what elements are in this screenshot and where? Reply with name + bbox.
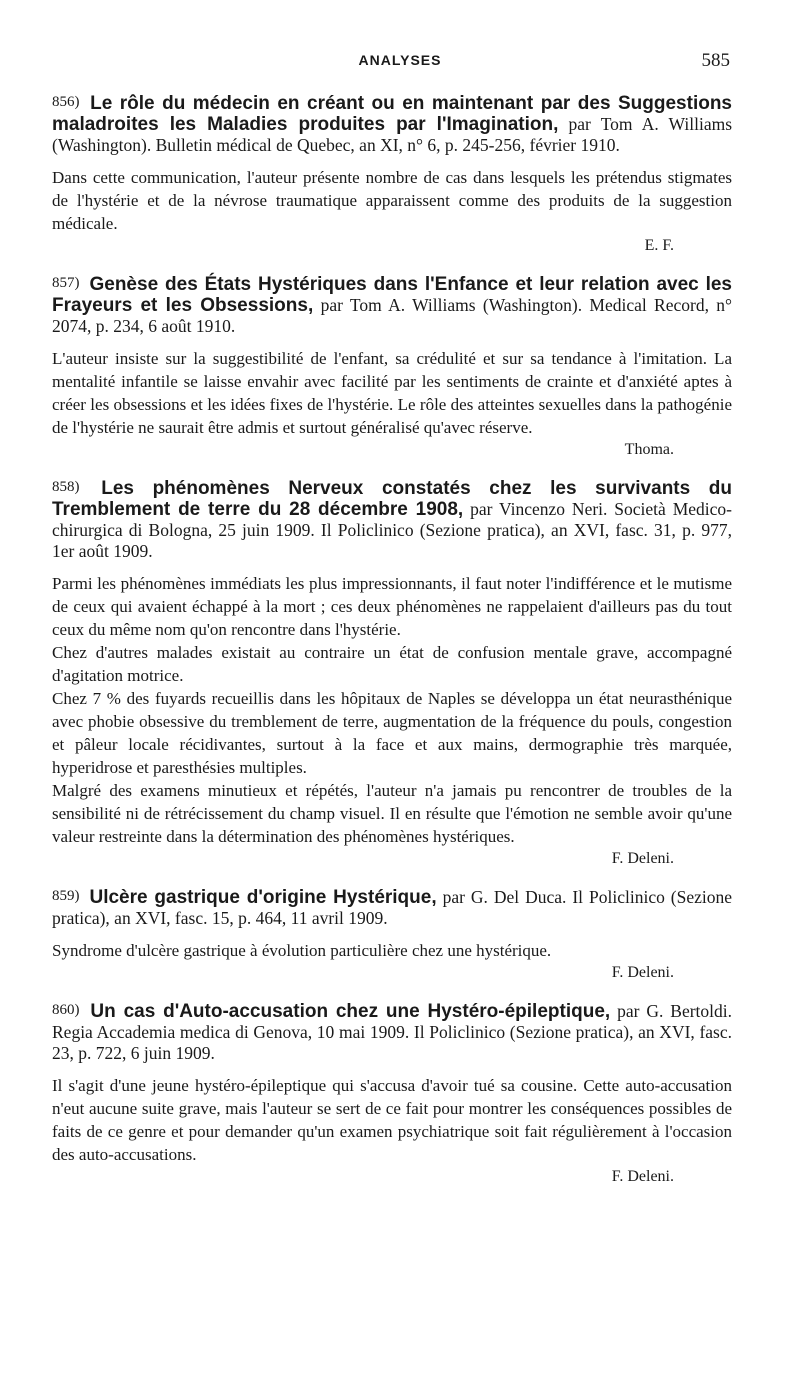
entry-signature: F. Deleni. xyxy=(611,964,674,981)
entry-title: Genèse des États Hystériques dans l'Enfance et leur relation avec les Frayeurs et les Obsessions, xyxy=(52,274,733,316)
entry-title: Le rôle du médecin en créant ou en maintenant par des Suggestions maladroites les Maladies produites par l'Imagination, xyxy=(52,93,733,135)
entry-paragraph: Syndrome d'ulcère gastrique à évolution particulière chez une hystérique. xyxy=(52,941,552,960)
entry-number: 857) xyxy=(52,275,80,291)
entry-citation: par G. Bertoldi. Regia Accademia medica di Genova, 10 mai 1909. Il Policlinico (Sezione pratica), an XVI, fasc. 23, p. 722, 6 juin 1909. xyxy=(52,1001,733,1063)
entry-heading xyxy=(52,477,732,562)
entry-heading xyxy=(52,273,732,337)
entry-title: Un cas d'Auto-accusation chez une Hystéro-épileptique, xyxy=(90,1001,611,1022)
entry-heading xyxy=(52,886,732,929)
entry-citation: par Tom A. Williams (Washington). Medical Record, n° 2074, p. 234, 6 août 1910. xyxy=(52,295,733,336)
entry-858 xyxy=(52,477,732,870)
entry-title: Ulcère gastrique d'origine Hystérique, xyxy=(89,887,437,908)
entry-number: 858) xyxy=(52,479,80,495)
entry-857 xyxy=(52,273,732,461)
entry-paragraph: L'auteur insiste sur la suggestibilité de l'enfant, sa crédulité et sur sa tendance à l'imitation. La mentalité infantile se laisse envahir avec facilité par les sentiments de crainte et d'anxiété aptes à créer les obsessions et les idées fixes de l'hystérie. Le rôle des atteintes sexuelles dans la pathogénie de l'hystérie ne saurait être admis et surtout généralisé qu'avec réserve. xyxy=(52,349,732,437)
entry-signature: F. Deleni. xyxy=(611,1168,674,1185)
entry-paragraph: Chez d'autres malades existait au contraire un état de confusion mentale grave, accompagné d'agitation motrice. xyxy=(52,643,732,685)
entry-citation: par Tom A. Williams (Washington). Bulletin médical de Quebec, an XI, n° 6, p. 245-256, février 1910. xyxy=(52,114,733,155)
entry-citation: par G. Del Duca. Il Policlinico (Sezione pratica), an XVI, fasc. 15, p. 464, 11 avril 1909. xyxy=(52,887,733,928)
entry-paragraph: Chez 7 % des fuyards recueillis dans les hôpitaux de Naples se développa un état neurasthénique avec phobie obsessive du tremblement de terre, augmentation de la fréquence du pouls, congestion et pâleur locale récidivantes, surtout à la face et aux mains, dermographie très marquée, hyperidrose et paresthésies multiples. xyxy=(52,689,732,777)
entry-number: 860) xyxy=(52,1002,80,1018)
entry-heading xyxy=(52,92,732,156)
page-number: 585 xyxy=(701,50,730,71)
entry-paragraph: Dans cette communication, l'auteur présente nombre de cas dans lesquels les prétendus stigmates de l'hystérie et de la névrose traumatique apparaissent comme des produits de la suggestion médicale. xyxy=(52,168,732,233)
entry-paragraph: Malgré des examens minutieux et répétés, l'auteur n'a jamais pu rencontrer de troubles de la sensibilité ni de rétrécissement du champ visuel. Il en résulte que l'émotion ne semble avoir qu'une valeur restreinte dans la détermination des phénomènes hystériques. xyxy=(52,781,732,846)
entry-856 xyxy=(52,92,732,257)
entry-signature: E. F. xyxy=(644,237,674,254)
entry-860 xyxy=(52,1000,732,1188)
entry-signature: F. Deleni. xyxy=(611,850,674,867)
entry-title: Les phénomènes Nerveux constatés chez les survivants du Tremblement de terre du 28 décembre 1908, xyxy=(52,478,733,520)
entry-citation: par Vincenzo Neri. Società Medico-chirurgica di Bologna, 25 juin 1909. Il Policlinico (Sezione pratica), an XVI, fasc. 31, p. 977, 1er août 1909. xyxy=(52,499,733,561)
entry-heading xyxy=(52,1000,732,1064)
entry-paragraph: Parmi les phénomènes immédiats les plus impressionnants, il faut noter l'indifférence et le mutisme de ceux qui avaient échappé à la mort ; ces deux phénomènes ne rappelaient d'ailleurs pas du tout ceux du même nom qu'on rencontre dans l'hystérie. xyxy=(52,574,732,639)
entry-number: 856) xyxy=(52,94,80,110)
entry-paragraph: Il s'agit d'une jeune hystéro-épileptique qui s'accusa d'avoir tué sa cousine. Cette auto-accusation n'eut aucune suite grave, mais l'auteur se sert de ce fait pour montrer les conséquences possibles de faits de ce genre et pour demander qu'un examen psychiatrique soit fait régulièrement à l'occasion des auto-accusations. xyxy=(52,1076,732,1164)
running-title: ANALYSES xyxy=(358,52,442,68)
entry-signature: Thoma. xyxy=(624,441,674,458)
entry-859 xyxy=(52,886,732,984)
entry-number: 859) xyxy=(52,888,80,904)
content xyxy=(52,92,732,1204)
running-head xyxy=(0,52,800,72)
